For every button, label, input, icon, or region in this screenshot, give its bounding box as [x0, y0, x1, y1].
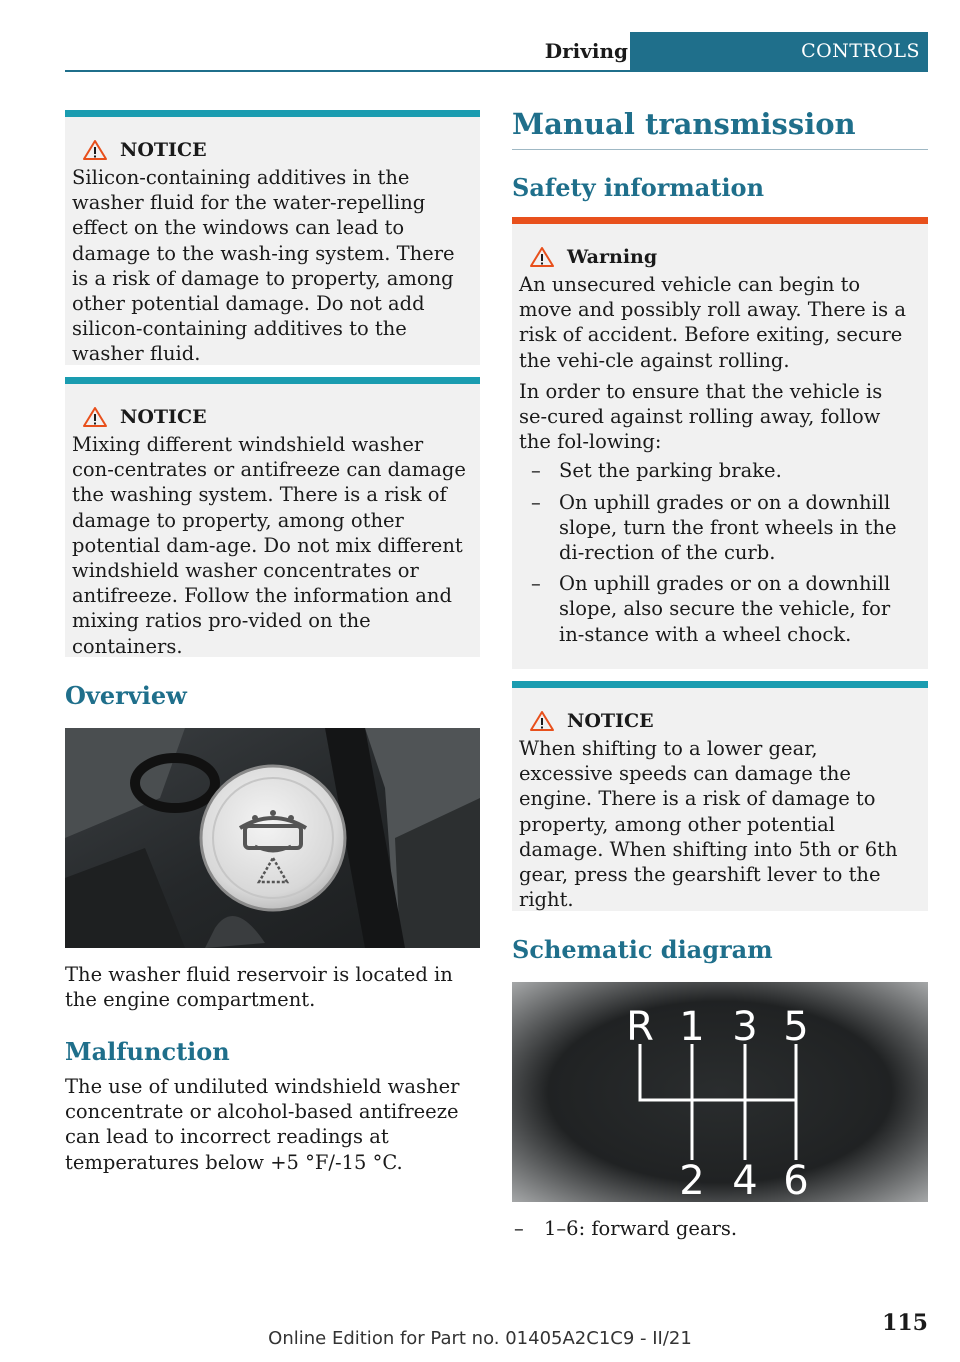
- gear-label-1: 1: [679, 1004, 705, 1050]
- header-section: Driving: [544, 39, 628, 63]
- warning-text: In order to ensure that the vehicle is se‐cured against rolling away, follow the fol‐lowing:: [519, 379, 883, 454]
- safety-information-heading: Safety information: [512, 173, 765, 202]
- notice-box-mixing: [65, 377, 480, 657]
- gear-label-6: 6: [783, 1158, 809, 1202]
- gear-label-2: 2: [679, 1158, 705, 1202]
- warning-title: Warning: [529, 242, 914, 272]
- notice-box-silicon: [65, 110, 480, 365]
- heading-rule: [512, 149, 928, 150]
- header-chapter: CONTROLS: [630, 32, 928, 70]
- gears-list-item: – 1–6: forward gears.: [514, 1217, 738, 1240]
- list-item: – On uphill grades or on a downhill slope, turn the front wheels in the di‐rection of the curb.: [531, 490, 897, 565]
- warning-triangle-icon: [82, 406, 108, 428]
- schematic-diagram-heading: Schematic diagram: [512, 935, 773, 964]
- notice-text: Mixing different windshield washer con‐centrates or antifreeze can damage the washing system. There is a risk of damage to property, among other potential dam‐age. Do not mix different windshield washer concentrates or antifreeze. Follow the information and mixing ratios pro‐vided on the containers.: [72, 433, 466, 658]
- gear-label-3: 3: [732, 1004, 758, 1050]
- notice-title: NOTICE: [82, 135, 466, 165]
- notice-text: When shifting to a lower gear, excessive speeds can damage the engine. There is a risk of damage to property, among other potential damage. When shifting into 5th or 6th gear, press the gearshift lever to the right.: [519, 737, 898, 912]
- notice-text: Silicon-containing additives in the washer fluid for the water-repelling effect on the windows can lead to damage to the wash‐ing system. There is a risk of damage to property, among other potential damage. Do not add silicon-containing additives to the washer fluid.: [72, 166, 455, 366]
- manual-transmission-heading: Manual transmission: [512, 107, 856, 141]
- list-item: – Set the parking brake.: [531, 459, 782, 483]
- gear-label-r: R: [626, 1004, 654, 1050]
- footer-edition: Online Edition for Part no. 01405A2C1C9 - II/21: [268, 1328, 692, 1349]
- gearshift-schematic-image: [512, 982, 928, 1202]
- warning-triangle-icon: [82, 139, 108, 161]
- warning-text: An unsecured vehicle can begin to move and possibly roll away. There is a risk of accident. Before exiting, secure the vehi‐cle against rolling.: [519, 273, 906, 372]
- washer-reservoir-image: [65, 728, 480, 948]
- page-number: 115: [882, 1310, 928, 1336]
- notice-title: NOTICE: [529, 706, 914, 736]
- list-item: – On uphill grades or on a downhill slope, also secure the vehicle, for in‐stance with a wheel chock.: [531, 572, 891, 646]
- gear-label-4: 4: [732, 1158, 758, 1202]
- warning-box-rolling: [512, 217, 928, 669]
- malfunction-text: The use of undiluted windshield washer concentrate or alcohol-based antifreeze can lead to incorrect readings at temperatures below +5 °F/-15 °C.: [65, 1075, 460, 1174]
- warning-triangle-icon: [529, 246, 555, 268]
- notice-box-shifting: [512, 681, 928, 911]
- reservoir-caption: The washer fluid reservoir is located in the engine compartment.: [65, 963, 453, 1012]
- overview-heading: Overview: [65, 681, 187, 710]
- warning-list: [519, 458, 914, 646]
- warning-triangle-icon: [529, 710, 555, 732]
- notice-title: NOTICE: [82, 402, 466, 432]
- gear-label-5: 5: [783, 1004, 809, 1050]
- header-rule: [65, 70, 928, 72]
- malfunction-heading: Malfunction: [65, 1037, 230, 1066]
